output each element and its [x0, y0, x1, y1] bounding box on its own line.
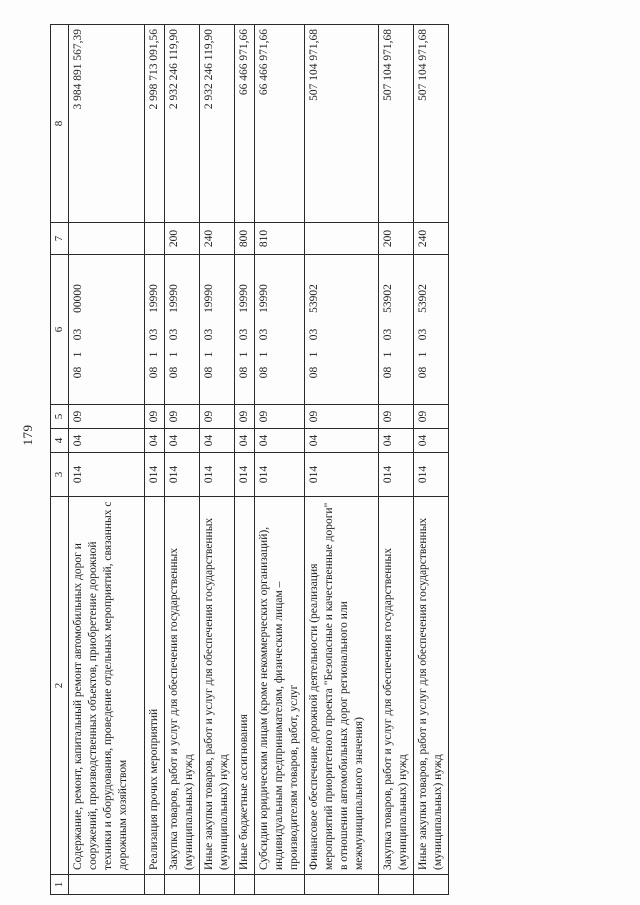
column-header: 1: [51, 875, 69, 895]
target-article-code-part: 1: [417, 351, 429, 358]
expense-name-cell: Субсидии юридическим лицам (кроме некоммерческих организаций), индивидуальным предпринимателям, физическим лицам – производителям товаров, работ, услуг: [255, 497, 305, 875]
expense-name-cell: Иные закупки товаров, работ и услуг для обеспечения государственных (муниципальных) нужд: [200, 497, 235, 875]
grbs-code-cell: 014: [305, 453, 379, 497]
amount-cell: 66 466 971,66: [255, 25, 305, 223]
target-article-code-part: 03: [148, 328, 160, 341]
expense-type-code-cell: 240: [414, 223, 449, 255]
target-article-code-part: 1: [148, 351, 160, 358]
table-row: [305, 25, 379, 895]
table-row: [414, 25, 449, 895]
subsection-code-cell: 09: [235, 405, 255, 429]
grbs-code-cell: 014: [69, 453, 145, 497]
target-article-code-part: 03: [308, 328, 320, 341]
target-article-code-part: 03: [168, 328, 180, 341]
subsection-code-cell: 09: [414, 405, 449, 429]
target-article-code-part: 08: [168, 366, 180, 379]
table-row: [379, 25, 414, 895]
target-article-code-part: 08: [203, 366, 215, 379]
grbs-code-cell: 014: [379, 453, 414, 497]
target-article-code-part: 08: [308, 366, 320, 379]
target-article-code-part: 1: [258, 351, 270, 358]
amount-cell: 507 104 971,68: [414, 25, 449, 223]
section-code-cell: 04: [414, 429, 449, 453]
grbs-code-cell: 014: [235, 453, 255, 497]
grbs-code-cell: 014: [255, 453, 305, 497]
subsection-code-cell: 09: [255, 405, 305, 429]
target-article-code-part: 08: [72, 366, 84, 379]
row-index-cell: [165, 875, 200, 895]
target-article-code-part: 03: [258, 328, 270, 341]
column-number-row: [51, 25, 69, 895]
target-article-code-cell: [255, 255, 305, 405]
target-article-code-part: 08: [382, 366, 394, 379]
expense-name-cell: Иные бюджетные ассигнования: [235, 497, 255, 875]
row-index-cell: [69, 875, 145, 895]
column-header: 7: [51, 223, 69, 255]
target-article-code-cell: [414, 255, 449, 405]
subsection-code-cell: 09: [305, 405, 379, 429]
subsection-code-cell: 09: [69, 405, 145, 429]
page-number: 179: [20, 424, 35, 446]
expense-type-code-cell: [305, 223, 379, 255]
table-row: [235, 25, 255, 895]
expense-type-code-cell: 800: [235, 223, 255, 255]
expense-name-cell: Иные закупки товаров, работ и услуг для обеспечения государственных (муниципальных) нужд: [414, 497, 449, 875]
row-index-cell: [235, 875, 255, 895]
subsection-code-cell: 09: [200, 405, 235, 429]
target-article-code-cell: [200, 255, 235, 405]
target-article-code-part: 1: [168, 351, 180, 358]
target-article-code-part: 00000: [72, 284, 84, 313]
target-article-code-part: 53902: [308, 284, 320, 313]
target-article-code-part: 08: [417, 366, 429, 379]
target-article-code-part: 19990: [148, 284, 160, 313]
target-article-code-part: 1: [382, 351, 394, 358]
target-article-code-part: 19990: [203, 284, 215, 313]
amount-cell: 2 932 246 119,90: [200, 25, 235, 223]
amount-cell: 507 104 971,68: [379, 25, 414, 223]
target-article-code-cell: [379, 255, 414, 405]
subsection-code-cell: 09: [165, 405, 200, 429]
table-body: [69, 25, 449, 895]
target-article-code-part: 19990: [258, 284, 270, 313]
target-article-code-part: 1: [203, 351, 215, 358]
expense-name-cell: Реализация прочих мероприятий: [145, 497, 165, 875]
expense-type-code-cell: 240: [200, 223, 235, 255]
grbs-code-cell: 014: [165, 453, 200, 497]
target-article-code-part: 08: [148, 366, 160, 379]
row-index-cell: [200, 875, 235, 895]
target-article-code-part: 19990: [168, 284, 180, 313]
amount-cell: 66 466 971,66: [235, 25, 255, 223]
column-header: 6: [51, 255, 69, 405]
expense-name-cell: Закупка товаров, работ и услуг для обеспечения государственных (муниципальных) нужд: [165, 497, 200, 875]
target-article-code-part: 53902: [382, 284, 394, 313]
target-article-code-part: 1: [238, 351, 250, 358]
target-article-code-part: 03: [203, 328, 215, 341]
grbs-code-cell: 014: [414, 453, 449, 497]
subsection-code-cell: 09: [145, 405, 165, 429]
subsection-code-cell: 09: [379, 405, 414, 429]
column-header: 3: [51, 453, 69, 497]
row-index-cell: [379, 875, 414, 895]
target-article-code-cell: [145, 255, 165, 405]
section-code-cell: 04: [379, 429, 414, 453]
amount-cell: 3 984 891 567,39: [69, 25, 145, 223]
column-header: 5: [51, 405, 69, 429]
row-index-cell: [305, 875, 379, 895]
expense-type-code-cell: 200: [379, 223, 414, 255]
target-article-code-part: 1: [72, 351, 84, 358]
target-article-code-part: 03: [417, 328, 429, 341]
rotated-content: [20, 25, 570, 895]
expense-type-code-cell: [145, 223, 165, 255]
grbs-code-cell: 014: [145, 453, 165, 497]
amount-cell: 2 932 246 119,90: [165, 25, 200, 223]
expense-name-cell: Финансовое обеспечение дорожной деятельности (реализация мероприятий приоритетного проекта "Безопасные и качественные дороги" в отношении автомобильных дорог регионального или межмуниципального значения): [305, 497, 379, 875]
target-article-code-part: 03: [238, 328, 250, 341]
section-code-cell: 04: [305, 429, 379, 453]
expense-type-code-cell: 810: [255, 223, 305, 255]
target-article-code-part: 53902: [417, 284, 429, 313]
section-code-cell: 04: [165, 429, 200, 453]
expense-name-cell: Закупка товаров, работ и услуг для обеспечения государственных (муниципальных) нужд: [379, 497, 414, 875]
expense-name-cell: Содержание, ремонт, капитальный ремонт автомобильных дорог и сооружений, производственных объектов, приобретение дорожной техники и оборудования, проведение отдельных мероприятий, связанных с дорожным хозяйством: [69, 497, 145, 875]
target-article-code-cell: [305, 255, 379, 405]
amount-cell: 507 104 971,68: [305, 25, 379, 223]
target-article-code-cell: [165, 255, 200, 405]
column-header: 2: [51, 497, 69, 875]
row-index-cell: [145, 875, 165, 895]
section-code-cell: 04: [69, 429, 145, 453]
expense-type-code-cell: [69, 223, 145, 255]
row-index-cell: [414, 875, 449, 895]
column-header: 4: [51, 429, 69, 453]
table-row: [69, 25, 145, 895]
table-row: [255, 25, 305, 895]
column-header: 8: [51, 25, 69, 223]
expense-type-code-cell: 200: [165, 223, 200, 255]
budget-table: [50, 24, 449, 895]
grbs-code-cell: 014: [200, 453, 235, 497]
target-article-code-part: 1: [308, 351, 320, 358]
target-article-code-part: 19990: [238, 284, 250, 313]
section-code-cell: 04: [200, 429, 235, 453]
row-index-cell: [255, 875, 305, 895]
target-article-code-cell: [235, 255, 255, 405]
table-row: [145, 25, 165, 895]
target-article-code-part: 03: [72, 328, 84, 341]
section-code-cell: 04: [255, 429, 305, 453]
target-article-code-part: 08: [258, 366, 270, 379]
section-code-cell: 04: [145, 429, 165, 453]
amount-cell: 2 998 713 091,56: [145, 25, 165, 223]
table-row: [165, 25, 200, 895]
target-article-code-cell: [69, 255, 145, 405]
section-code-cell: 04: [235, 429, 255, 453]
target-article-code-part: 03: [382, 328, 394, 341]
table-row: [200, 25, 235, 895]
target-article-code-part: 08: [238, 366, 250, 379]
